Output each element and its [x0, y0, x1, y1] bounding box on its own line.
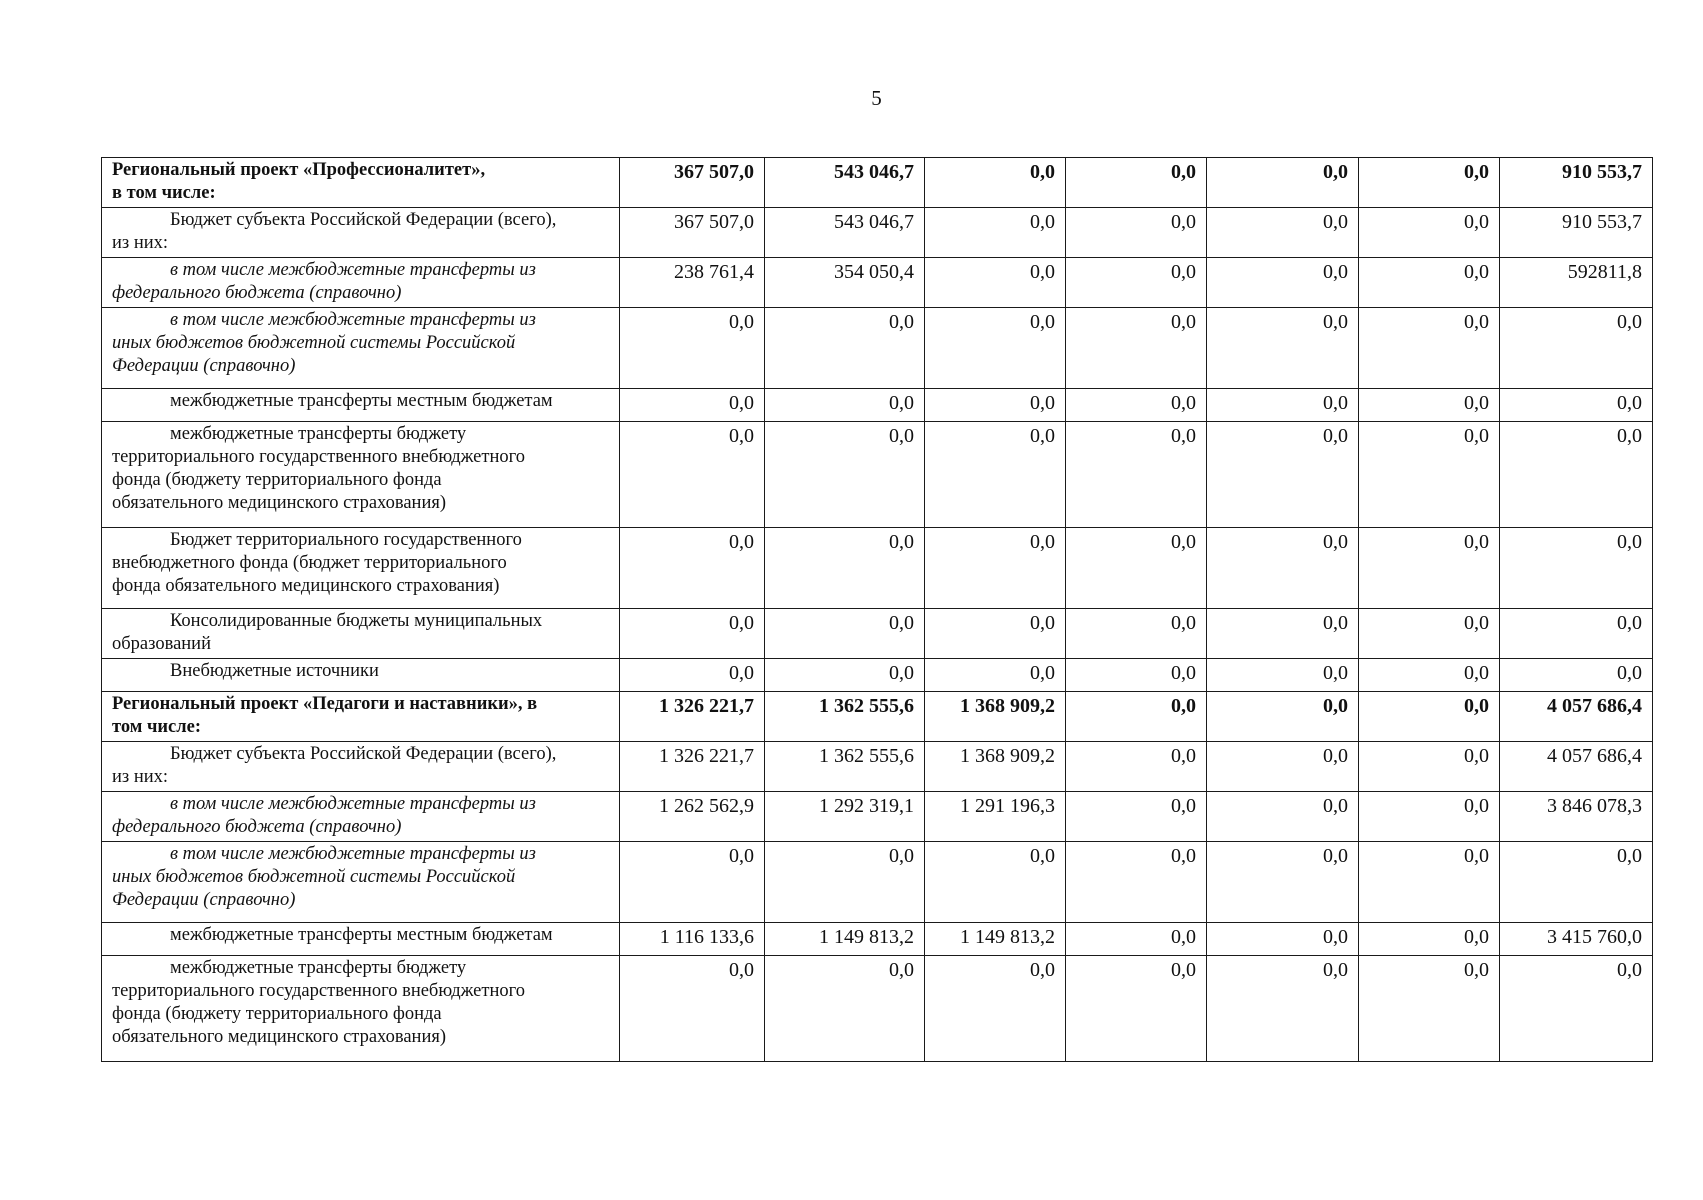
- row-label-line: Бюджет субъекта Российской Федерации (всего),: [170, 210, 557, 230]
- row-label: [102, 422, 620, 528]
- value-cell: 0,0: [1500, 609, 1653, 659]
- table-row: [102, 609, 1653, 659]
- table-row: [102, 842, 1653, 923]
- budget-table-body: [102, 158, 1653, 1062]
- value-cell: 1 368 909,2: [925, 692, 1066, 742]
- row-label: [102, 742, 620, 792]
- row-label-line: в том числе межбюджетные трансферты из: [170, 844, 536, 864]
- row-label-line: том числе:: [112, 717, 202, 737]
- value-cell: 0,0: [1207, 528, 1359, 609]
- value-cell: 0,0: [1207, 792, 1359, 842]
- value-cell: 0,0: [1066, 659, 1207, 692]
- value-cell: 0,0: [1066, 742, 1207, 792]
- row-label-line: межбюджетные трансферты бюджету: [170, 958, 467, 978]
- value-cell: 3 415 760,0: [1500, 923, 1653, 956]
- value-cell: 0,0: [1359, 792, 1500, 842]
- row-label-line: в том числе межбюджетные трансферты из: [170, 260, 536, 280]
- value-cell: 1 362 555,6: [765, 692, 925, 742]
- value-cell: 0,0: [1359, 308, 1500, 389]
- value-cell: 1 292 319,1: [765, 792, 925, 842]
- row-label: [102, 659, 620, 692]
- value-cell: 1 262 562,9: [620, 792, 765, 842]
- row-label-line: образований: [112, 634, 211, 654]
- value-cell: 0,0: [1359, 258, 1500, 308]
- table-row: [102, 308, 1653, 389]
- value-cell: 0,0: [1359, 923, 1500, 956]
- value-cell: 0,0: [1500, 956, 1653, 1062]
- value-cell: 0,0: [1500, 389, 1653, 422]
- value-cell: 0,0: [765, 659, 925, 692]
- value-cell: 0,0: [1066, 956, 1207, 1062]
- value-cell: 0,0: [925, 422, 1066, 528]
- row-label: [102, 923, 620, 956]
- row-label-line: в том числе:: [112, 183, 216, 203]
- value-cell: 0,0: [765, 956, 925, 1062]
- value-cell: 0,0: [1066, 692, 1207, 742]
- value-cell: 0,0: [620, 956, 765, 1062]
- value-cell: 0,0: [765, 422, 925, 528]
- value-cell: 0,0: [1359, 842, 1500, 923]
- value-cell: 1 326 221,7: [620, 692, 765, 742]
- row-label-line: Региональный проект «Профессионалитет»,: [112, 160, 486, 180]
- row-label: [102, 389, 620, 422]
- table-row: [102, 659, 1653, 692]
- value-cell: 0,0: [1359, 692, 1500, 742]
- value-cell: 0,0: [1207, 308, 1359, 389]
- table-row: [102, 792, 1653, 842]
- row-label-line: иных бюджетов бюджетной системы Российской: [112, 867, 516, 887]
- value-cell: 0,0: [620, 842, 765, 923]
- value-cell: 0,0: [1500, 842, 1653, 923]
- value-cell: 0,0: [1207, 923, 1359, 956]
- table-row: [102, 422, 1653, 528]
- value-cell: 0,0: [1066, 158, 1207, 208]
- value-cell: 367 507,0: [620, 158, 765, 208]
- table-row: [102, 258, 1653, 308]
- row-label: [102, 609, 620, 659]
- row-label-line: Региональный проект «Педагоги и наставники», в: [112, 694, 538, 714]
- table-row: [102, 528, 1653, 609]
- row-label-line: в том числе межбюджетные трансферты из: [170, 794, 536, 814]
- value-cell: 0,0: [1207, 258, 1359, 308]
- value-cell: 1 326 221,7: [620, 742, 765, 792]
- value-cell: 910 553,7: [1500, 208, 1653, 258]
- value-cell: 4 057 686,4: [1500, 692, 1653, 742]
- value-cell: 0,0: [1359, 609, 1500, 659]
- row-label-line: межбюджетные трансферты местным бюджетам: [170, 391, 553, 411]
- value-cell: 0,0: [620, 609, 765, 659]
- value-cell: 0,0: [765, 308, 925, 389]
- row-label-line: в том числе межбюджетные трансферты из: [170, 310, 536, 330]
- value-cell: 543 046,7: [765, 158, 925, 208]
- row-label-line: обязательного медицинского страхования): [112, 1027, 447, 1047]
- value-cell: 0,0: [620, 389, 765, 422]
- value-cell: 0,0: [1066, 258, 1207, 308]
- value-cell: 0,0: [1207, 742, 1359, 792]
- value-cell: 0,0: [925, 308, 1066, 389]
- value-cell: 0,0: [1359, 422, 1500, 528]
- value-cell: 0,0: [1207, 158, 1359, 208]
- row-label-line: фонда (бюджету территориального фонда: [112, 1004, 442, 1024]
- row-label-line: территориального государственного внебюджетного: [112, 447, 525, 467]
- value-cell: 238 761,4: [620, 258, 765, 308]
- table-row: [102, 923, 1653, 956]
- value-cell: 0,0: [1066, 208, 1207, 258]
- row-label: [102, 158, 620, 208]
- value-cell: 4 057 686,4: [1500, 742, 1653, 792]
- row-label-line: внебюджетного фонда (бюджет территориального: [112, 553, 507, 573]
- value-cell: 0,0: [1207, 208, 1359, 258]
- value-cell: 592811,8: [1500, 258, 1653, 308]
- value-cell: 0,0: [1066, 389, 1207, 422]
- row-label: [102, 308, 620, 389]
- row-label-line: Бюджет субъекта Российской Федерации (всего),: [170, 744, 557, 764]
- value-cell: 0,0: [1207, 956, 1359, 1062]
- value-cell: 0,0: [620, 422, 765, 528]
- value-cell: 3 846 078,3: [1500, 792, 1653, 842]
- project-row: [102, 158, 1653, 208]
- row-label: [102, 956, 620, 1062]
- value-cell: 910 553,7: [1500, 158, 1653, 208]
- value-cell: 0,0: [1500, 528, 1653, 609]
- value-cell: 0,0: [1066, 923, 1207, 956]
- table-row: [102, 389, 1653, 422]
- row-label: [102, 258, 620, 308]
- row-label-line: Внебюджетные источники: [170, 661, 379, 681]
- value-cell: 0,0: [925, 258, 1066, 308]
- value-cell: 0,0: [925, 528, 1066, 609]
- row-label: [102, 842, 620, 923]
- value-cell: 0,0: [1359, 208, 1500, 258]
- value-cell: 0,0: [620, 528, 765, 609]
- value-cell: 1 149 813,2: [925, 923, 1066, 956]
- row-label-line: фонда (бюджету территориального фонда: [112, 470, 442, 490]
- value-cell: 0,0: [925, 158, 1066, 208]
- value-cell: 0,0: [620, 308, 765, 389]
- value-cell: 1 291 196,3: [925, 792, 1066, 842]
- row-label-line: из них:: [112, 233, 169, 253]
- value-cell: 0,0: [1066, 609, 1207, 659]
- row-label: [102, 208, 620, 258]
- row-label-line: из них:: [112, 767, 169, 787]
- value-cell: 543 046,7: [765, 208, 925, 258]
- value-cell: 0,0: [1359, 659, 1500, 692]
- value-cell: 0,0: [1066, 528, 1207, 609]
- row-label-line: территориального государственного внебюджетного: [112, 981, 525, 1001]
- row-label-line: федерального бюджета (справочно): [112, 817, 402, 837]
- value-cell: 0,0: [925, 208, 1066, 258]
- value-cell: 0,0: [1066, 792, 1207, 842]
- value-cell: 0,0: [765, 842, 925, 923]
- value-cell: 1 368 909,2: [925, 742, 1066, 792]
- value-cell: 0,0: [1066, 308, 1207, 389]
- row-label-line: Федерации (справочно): [112, 890, 296, 910]
- value-cell: 0,0: [1207, 692, 1359, 742]
- value-cell: 367 507,0: [620, 208, 765, 258]
- row-label-line: межбюджетные трансферты местным бюджетам: [170, 925, 553, 945]
- value-cell: 0,0: [925, 842, 1066, 923]
- value-cell: 0,0: [1500, 659, 1653, 692]
- row-label-line: межбюджетные трансферты бюджету: [170, 424, 467, 444]
- row-label-line: иных бюджетов бюджетной системы Российской: [112, 333, 516, 353]
- value-cell: 0,0: [1359, 956, 1500, 1062]
- value-cell: 0,0: [765, 528, 925, 609]
- row-label: [102, 528, 620, 609]
- budget-table: [101, 157, 1653, 1062]
- row-label-line: федерального бюджета (справочно): [112, 283, 402, 303]
- value-cell: 0,0: [925, 609, 1066, 659]
- row-label-line: Консолидированные бюджеты муниципальных: [170, 611, 543, 631]
- value-cell: 0,0: [1500, 308, 1653, 389]
- project-row: [102, 692, 1653, 742]
- value-cell: 1 362 555,6: [765, 742, 925, 792]
- value-cell: 0,0: [1359, 389, 1500, 422]
- row-label-line: фонда обязательного медицинского страхования): [112, 576, 500, 596]
- table-row: [102, 956, 1653, 1062]
- value-cell: 0,0: [1359, 742, 1500, 792]
- row-label-line: Федерации (справочно): [112, 356, 296, 376]
- table-row: [102, 208, 1653, 258]
- value-cell: 0,0: [1066, 422, 1207, 528]
- value-cell: 0,0: [1207, 609, 1359, 659]
- value-cell: 0,0: [620, 659, 765, 692]
- value-cell: 0,0: [1207, 389, 1359, 422]
- value-cell: 0,0: [1359, 528, 1500, 609]
- value-cell: 354 050,4: [765, 258, 925, 308]
- value-cell: 0,0: [1207, 659, 1359, 692]
- value-cell: 0,0: [1500, 422, 1653, 528]
- table-row: [102, 742, 1653, 792]
- row-label: [102, 792, 620, 842]
- value-cell: 0,0: [765, 609, 925, 659]
- value-cell: 0,0: [925, 389, 1066, 422]
- value-cell: 1 116 133,6: [620, 923, 765, 956]
- value-cell: 0,0: [1207, 842, 1359, 923]
- row-label-line: обязательного медицинского страхования): [112, 493, 447, 513]
- row-label-line: Бюджет территориального государственного: [170, 530, 522, 550]
- value-cell: 0,0: [925, 659, 1066, 692]
- row-label: [102, 692, 620, 742]
- value-cell: 0,0: [1066, 842, 1207, 923]
- value-cell: 1 149 813,2: [765, 923, 925, 956]
- page-number: 5: [871, 86, 882, 110]
- value-cell: 0,0: [1207, 422, 1359, 528]
- value-cell: 0,0: [765, 389, 925, 422]
- value-cell: 0,0: [925, 956, 1066, 1062]
- value-cell: 0,0: [1359, 158, 1500, 208]
